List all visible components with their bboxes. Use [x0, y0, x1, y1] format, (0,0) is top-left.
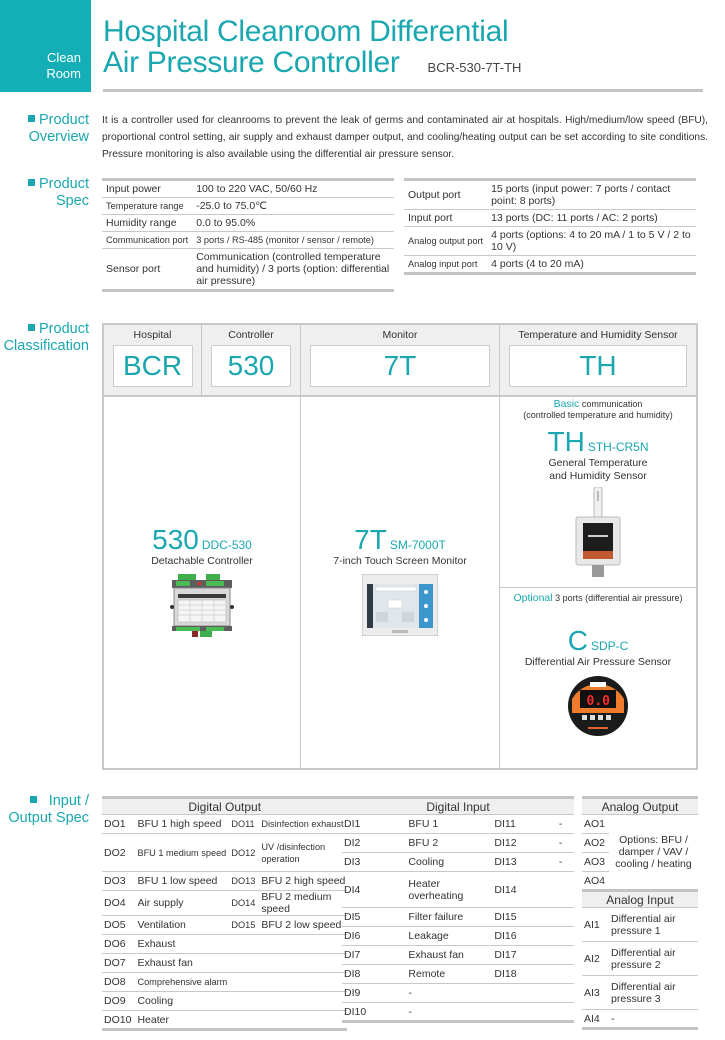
- do-label: [259, 954, 347, 973]
- category-block: [0, 0, 91, 92]
- di-code: DI17: [492, 946, 556, 965]
- spec-label-1: Product: [39, 176, 89, 192]
- ai-code: AI2: [582, 942, 609, 976]
- analog-output-title: Analog Output: [582, 798, 698, 815]
- do-code: DO13: [229, 872, 259, 891]
- table-row: [342, 815, 574, 834]
- do-code: DO6: [102, 935, 135, 954]
- bullet-icon: [28, 115, 35, 122]
- spec-table-right: [404, 178, 696, 275]
- th-sensor-device-icon: [574, 487, 622, 579]
- table-row: [102, 916, 347, 935]
- di-code: DI12: [492, 834, 556, 853]
- do-label: Disinfection exhaust: [259, 815, 347, 834]
- ai-code: AI1: [582, 908, 609, 942]
- overview-label-1: Product: [39, 112, 89, 128]
- do-label: BFU 2 low speed: [259, 916, 347, 935]
- table-row: [342, 908, 574, 927]
- class-code: BCR: [113, 345, 193, 387]
- ao-shared-value: Options: BFU / damper / VAV / cooling / heating: [609, 815, 698, 891]
- class-label: Temperature and Humidity Sensor: [518, 329, 678, 341]
- monitor-heading: [301, 525, 499, 555]
- analog-input-header-row: [582, 891, 698, 908]
- spec-row: [404, 227, 696, 256]
- spec-label-row1: [28, 176, 89, 193]
- dp-sensor-device-icon: [568, 675, 628, 737]
- overview-label-row1: [28, 112, 89, 129]
- class-label: Monitor: [382, 329, 418, 341]
- ai-label: -: [611, 1012, 615, 1025]
- do-code: DO7: [102, 954, 135, 973]
- section-label-io: [8, 793, 89, 827]
- spec-value: 4 ports (options: 4 to 20 mA / 1 to 5 V / 2 to 10 V): [487, 227, 696, 256]
- table-row: [582, 1010, 698, 1029]
- di-code: DI10: [344, 1005, 367, 1018]
- category-line-1: Clean: [47, 50, 81, 65]
- monitor-code: 7T: [354, 524, 387, 555]
- di-label: -: [408, 1005, 412, 1018]
- th-desc-1: General Temperature: [548, 457, 648, 469]
- table-row: [102, 954, 347, 973]
- do-code: [229, 1011, 259, 1030]
- controller-device-icon: [170, 574, 234, 638]
- th-note-row: [500, 399, 696, 410]
- do-label: [259, 992, 347, 1011]
- di-label: Remote: [406, 965, 492, 984]
- do-label: Air supply: [135, 891, 229, 916]
- di-label: [557, 1003, 574, 1022]
- spec-row: [102, 215, 394, 232]
- do-code: [229, 973, 259, 992]
- do-label: UV /disinfection operation: [259, 834, 347, 872]
- table-row: [102, 891, 347, 916]
- di-code: [492, 1003, 556, 1022]
- th-code: TH: [547, 426, 585, 457]
- di-label: Exhaust fan: [406, 946, 492, 965]
- do-code: DO5: [102, 916, 135, 935]
- spec-value: 15 ports (input power: 7 ports / contact point: 8 ports): [487, 180, 696, 210]
- class-controller: [202, 325, 301, 395]
- spec-table-left: [102, 178, 394, 292]
- di-label: Cooling: [406, 853, 492, 872]
- dp-heading: [500, 626, 696, 656]
- controller-code: 530: [152, 524, 199, 555]
- overview-label-2: Overview: [28, 129, 89, 145]
- di-label: BFU 2: [406, 834, 492, 853]
- spec-key: Input port: [404, 210, 487, 227]
- controller-model: DDC-530: [201, 538, 252, 552]
- table-row: [582, 976, 698, 1010]
- th-model: STH-CR5N: [587, 440, 649, 454]
- di-code: DI2: [342, 834, 406, 853]
- overview-text: It is a controller used for cleanrooms to prevent the leak of germs and contaminated air at hospitals. High/medium/low speed (BFU), proportional control setting, air supply and exhaust damper output, and cooling/heating output can be set according to site conditions. Pressure monitoring is also available using the differential air pressure sensor.: [102, 115, 708, 160]
- do-code: DO12: [229, 834, 259, 872]
- touch-monitor-icon: [362, 574, 438, 636]
- do-code: DO2: [102, 834, 135, 872]
- spec-value: 100 to 220 VAC, 50/60 Hz: [192, 180, 394, 198]
- table-row: [102, 935, 347, 954]
- do-label: BFU 1 low speed: [135, 872, 229, 891]
- dp-desc: Differential Air Pressure Sensor: [524, 656, 672, 668]
- di-code: DI6: [342, 927, 406, 946]
- do-code: DO1: [102, 815, 135, 834]
- class-label: Hospital: [133, 329, 172, 341]
- di-code: DI16: [492, 927, 556, 946]
- spec-value: 4 ports (4 to 20 mA): [491, 258, 584, 270]
- analog-table: [582, 796, 698, 1030]
- do-label: Cooling: [135, 992, 229, 1011]
- model-number: BCR-530-7T-TH: [427, 60, 522, 75]
- class-hospital: [104, 325, 202, 395]
- digital-output-table: [102, 796, 347, 1031]
- di-code: DI8: [342, 965, 406, 984]
- title-line-2-wrap: [103, 47, 521, 83]
- di-label: Heater overheating: [406, 872, 492, 908]
- spec-value: Communication (controlled temperature and humidity) / 3 ports (option: differential air pressure): [196, 251, 390, 287]
- table-row: [582, 815, 698, 834]
- bullet-icon: [30, 796, 37, 803]
- spec-key: Analog input port: [408, 259, 478, 269]
- th-note-highlight: Basic: [553, 398, 580, 410]
- table-row: [102, 973, 347, 992]
- ao-code: AO1: [582, 815, 609, 834]
- ao-code: AO3: [582, 853, 609, 872]
- dp-note-row: [500, 593, 696, 604]
- table-row: [342, 834, 574, 853]
- dp-sensor-cell: [500, 588, 696, 768]
- table-row: [342, 1003, 574, 1022]
- analog-input-title: Analog Input: [582, 891, 698, 908]
- ao-code: AO4: [582, 872, 609, 891]
- classification-panel: [102, 323, 698, 770]
- io-label-row1: [8, 793, 89, 810]
- spec-key: Temperature range: [102, 198, 192, 215]
- table-row: [582, 908, 698, 942]
- controller-heading: [104, 525, 300, 555]
- spec-label-2: Spec: [55, 193, 89, 209]
- di-label: -: [557, 815, 574, 834]
- di-code: [492, 984, 556, 1003]
- do-code: DO8: [102, 973, 135, 992]
- do-code: DO3: [102, 872, 135, 891]
- do-code: DO11: [229, 815, 259, 834]
- spec-row: [102, 198, 394, 215]
- monitor-cell: [301, 397, 500, 768]
- do-code: [229, 954, 259, 973]
- di-code: DI1: [342, 815, 406, 834]
- spec-value: 0.0 to 95.0%: [192, 215, 394, 232]
- di-code: DI7: [342, 946, 406, 965]
- classification-label-1: Product: [39, 321, 89, 337]
- class-label: Controller: [228, 329, 274, 341]
- spec-key: Analog output port: [404, 227, 487, 256]
- spec-row: [102, 180, 394, 198]
- spec-value: -25.0 to 75.0℃: [192, 198, 394, 215]
- di-label: -: [557, 853, 574, 872]
- class-monitor: [301, 325, 500, 395]
- do-label: [259, 1011, 347, 1030]
- table-row: [102, 1011, 347, 1030]
- di-code: DI3: [342, 853, 406, 872]
- dp-display-value: 0.0: [586, 694, 610, 709]
- monitor-desc: 7-inch Touch Screen Monitor: [333, 555, 467, 567]
- table-row: [342, 984, 574, 1003]
- di-code: DI4: [342, 872, 406, 908]
- class-code: 7T: [310, 345, 490, 387]
- table-row: [102, 834, 347, 872]
- do-code: DO4: [102, 891, 135, 916]
- digital-output-title: Digital Output: [102, 798, 347, 815]
- monitor-model: SM-7000T: [389, 538, 446, 552]
- th-note-1: communication: [581, 399, 643, 409]
- spec-row: [404, 256, 696, 274]
- dp-code: C: [567, 625, 588, 656]
- controller-desc: Detachable Controller: [151, 555, 253, 567]
- ai-code: AI3: [582, 976, 609, 1010]
- do-code: DO9: [102, 992, 135, 1011]
- table-row: [342, 927, 574, 946]
- spec-value: 13 ports (DC: 11 ports / AC: 2 ports): [487, 210, 696, 227]
- bullet-icon: [28, 179, 35, 186]
- th-note-2: (controlled temperature and humidity): [523, 410, 673, 420]
- di-label: -: [557, 834, 574, 853]
- spec-key: Communication port: [102, 232, 192, 249]
- di-code: DI5: [342, 908, 406, 927]
- dp-note: 3 ports (differential air pressure): [555, 593, 683, 603]
- digital-input-table: [342, 796, 574, 1023]
- di-code: DI14: [492, 872, 556, 908]
- classification-label-row1: [4, 321, 89, 338]
- do-label: BFU 2 high speed: [259, 872, 347, 891]
- spec-key: Input power: [102, 180, 192, 198]
- di-code: DI9: [342, 984, 406, 1003]
- bullet-icon: [28, 324, 35, 331]
- table-row: [102, 815, 347, 834]
- controller-cell: [104, 397, 301, 768]
- table-row: [342, 965, 574, 984]
- table-row: [342, 946, 574, 965]
- di-code: DI11: [492, 815, 556, 834]
- spec-row: [404, 210, 696, 227]
- spec-key: Output port: [404, 180, 487, 210]
- do-label: [259, 935, 347, 954]
- title-line-2: Air Pressure Controller: [103, 46, 400, 79]
- di-label: -: [406, 984, 492, 1003]
- spec-row: [102, 232, 394, 249]
- do-code: DO14: [229, 891, 259, 916]
- digital-input-title: Digital Input: [342, 798, 574, 815]
- class-th-sensor: [500, 325, 696, 395]
- di-label: Leakage: [406, 927, 492, 946]
- do-code: DO10: [104, 1013, 132, 1026]
- table-row: [102, 872, 347, 891]
- title-line-1: Hospital Cleanroom Differential: [103, 15, 509, 48]
- title-divider: [103, 89, 703, 92]
- do-label: Exhaust fan: [135, 954, 229, 973]
- di-label: [557, 908, 574, 927]
- do-label: Exhaust: [135, 935, 229, 954]
- spec-value: 3 ports / RS-485 (monitor / sensor / remote): [192, 232, 394, 249]
- ai-label: Differential air pressure 2: [609, 942, 698, 976]
- do-label: [259, 973, 347, 992]
- di-label: [557, 927, 574, 946]
- di-label: [557, 946, 574, 965]
- th-sensor-cell: [500, 397, 696, 588]
- category-line-2: Room: [46, 66, 81, 81]
- spec-row: [404, 180, 696, 210]
- io-label-2: Output Spec: [8, 810, 89, 826]
- ao-code: AO2: [582, 834, 609, 853]
- table-row: [582, 942, 698, 976]
- di-label: [557, 984, 574, 1003]
- di-label: Filter failure: [406, 908, 492, 927]
- dp-model: SDP-C: [590, 639, 629, 653]
- table-row: [342, 853, 574, 872]
- page-title: [103, 16, 521, 83]
- do-code: [229, 935, 259, 954]
- section-label-classification: [4, 321, 89, 355]
- table-row: [102, 992, 347, 1011]
- classification-label-2: Classification: [3, 338, 89, 354]
- do-code: DO15: [229, 916, 259, 935]
- table-row: [342, 872, 574, 908]
- th-heading: [500, 427, 696, 457]
- di-label: [557, 965, 574, 984]
- class-code: TH: [509, 345, 687, 387]
- di-label: BFU 1: [406, 815, 492, 834]
- section-label-overview: [28, 112, 89, 146]
- do-label: Ventilation: [135, 916, 229, 935]
- io-label-1: Input /: [48, 793, 89, 809]
- section-label-spec: [28, 176, 89, 210]
- do-label: BFU 1 medium speed: [135, 834, 229, 872]
- do-label: Heater: [137, 1013, 169, 1026]
- spec-key: Sensor port: [106, 263, 161, 275]
- di-label: [557, 872, 574, 908]
- ai-label: Differential air pressure 1: [609, 908, 698, 942]
- spec-row: [102, 249, 394, 291]
- ai-code: AI4: [584, 1012, 600, 1025]
- di-code: DI18: [492, 965, 556, 984]
- do-label: BFU 2 medium speed: [259, 891, 347, 916]
- di-code: DI15: [492, 908, 556, 927]
- dp-note-highlight: Optional: [513, 592, 553, 604]
- di-code: DI13: [492, 853, 556, 872]
- do-code: [229, 992, 259, 1011]
- do-label: Comprehensive alarm: [135, 973, 229, 992]
- ai-label: Differential air pressure 3: [609, 976, 698, 1010]
- spec-key: Humidity range: [102, 215, 192, 232]
- th-desc-2: and Humidity Sensor: [549, 470, 647, 482]
- do-label: BFU 1 high speed: [135, 815, 229, 834]
- class-code: 530: [211, 345, 291, 387]
